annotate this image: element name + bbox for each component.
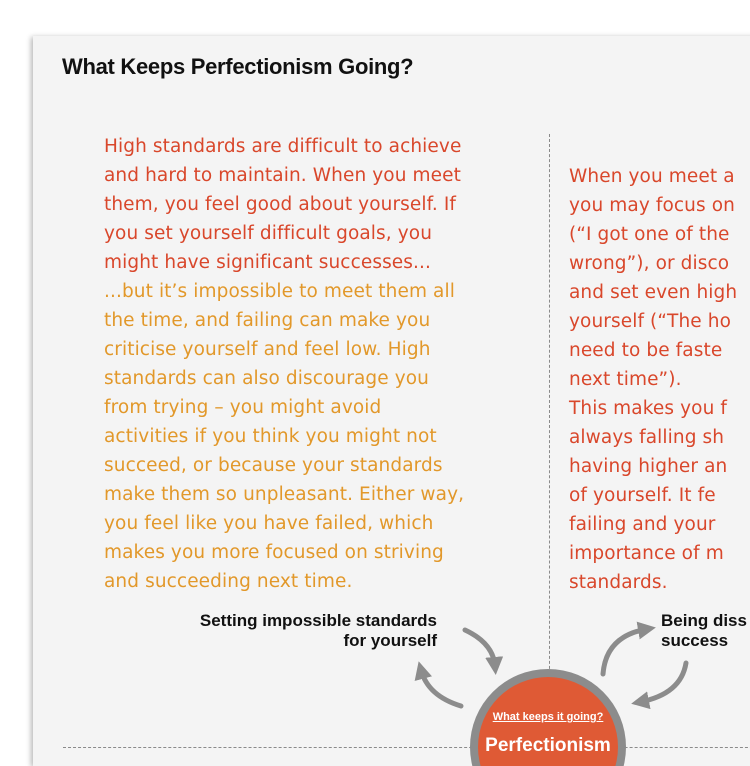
text-line: and hard to maintain. When you meet bbox=[104, 165, 461, 186]
text-line: of yourself. It fe bbox=[569, 485, 716, 506]
text-line: standards. bbox=[569, 572, 668, 593]
text-line: need to be faste bbox=[569, 340, 723, 361]
text-line: them, you feel good about yourself. If bbox=[104, 194, 457, 215]
arrow-icon bbox=[640, 663, 686, 702]
text-line: make them so unpleasant. Either way, bbox=[104, 484, 465, 505]
text-line: having higher an bbox=[569, 456, 728, 477]
cycle-arrows bbox=[33, 36, 750, 766]
text-line: succeed, or because your standards bbox=[104, 455, 443, 476]
text-line: wrong”), or disco bbox=[569, 253, 730, 274]
text-line: makes you more focused on striving bbox=[104, 542, 444, 563]
text-line: you may focus on bbox=[569, 195, 735, 216]
text-line: and set even high bbox=[569, 282, 738, 303]
text-line: next time”). bbox=[569, 369, 682, 390]
text-line: criticise yourself and feel low. High bbox=[104, 339, 431, 360]
worksheet-page bbox=[33, 36, 750, 766]
text-line: This makes you f bbox=[569, 398, 727, 419]
text-line: the time, and failing can make you bbox=[104, 310, 431, 331]
text-line: from trying – you might avoid bbox=[104, 397, 382, 418]
text-line: you set yourself difficult goals, you bbox=[104, 223, 433, 244]
caption-line: success bbox=[661, 631, 729, 650]
arrow-icon bbox=[465, 630, 495, 666]
text-line: and succeeding next time. bbox=[104, 571, 353, 592]
circle-main-label: Perfectionism bbox=[485, 735, 611, 756]
text-line: yourself (“The ho bbox=[569, 311, 731, 332]
caption-line: Being diss bbox=[661, 611, 747, 630]
caption-line: Setting impossible standards bbox=[199, 611, 437, 630]
text-line: When you meet a bbox=[569, 166, 735, 187]
text-line: you feel like you have failed, which bbox=[104, 513, 434, 534]
text-line: (“I got one of the bbox=[569, 224, 730, 245]
text-line: High standards are difficult to achieve bbox=[104, 136, 462, 157]
text-line: standards can also discourage you bbox=[104, 368, 429, 389]
text-line: might have significant successes... bbox=[104, 252, 431, 273]
arrow-icon bbox=[603, 629, 647, 674]
text-line: failing and your bbox=[569, 514, 716, 535]
caption-line: for yourself bbox=[343, 631, 437, 650]
text-line: always falling sh bbox=[569, 427, 725, 448]
text-line: ...but it’s impossible to meet them all bbox=[104, 281, 455, 302]
circle-question-label: What keeps it going? bbox=[492, 711, 604, 723]
page-title: What Keeps Perfectionism Going? bbox=[62, 54, 414, 79]
text-line: importance of m bbox=[569, 543, 724, 564]
arrow-icon bbox=[421, 670, 461, 706]
text-line: activities if you think you might not bbox=[104, 426, 437, 447]
